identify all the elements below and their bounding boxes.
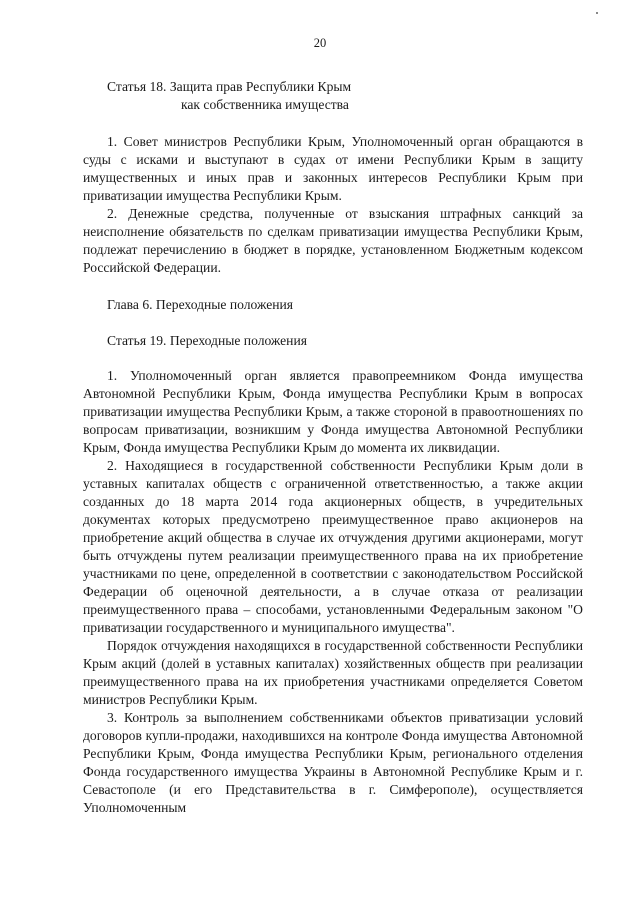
article-19-paragraph-1: 1. Уполномоченный орган является правопреемником Фонда имущества Автономной Республики Крым, Фонда имущества Республики Крым в вопросах приватизации имущества Республики Крым, а также стороной в правоотношениях по вопросам приватизации, возникшим у Фонда имущества Автономной Республики Крым, Фонда имущества Республики Крым до момента их ликвидации. [83, 368, 583, 455]
document-body [83, 78, 583, 817]
spacer [83, 350, 583, 367]
spacer [83, 314, 583, 332]
spacer [83, 277, 583, 296]
page-number: 20 [313, 36, 327, 50]
article-19-paragraph-2: 2. Находящиеся в государственной собственности Республики Крым доли в уставных капиталах обществ с ограниченной ответственностью, а также акции созданных до 18 марта 2014 года акционерных обществ, в учредительных документах которых предусмотрено преимущественное право акционеров на приобретение акций общества в случае их отчуждения другими акционерами, могут быть отчуждены путем реализации преимущественного права на их приобретение участниками по цене, определенной в соответствии с законодательством Российской Федерации об оценочной деятельности, а в случае отказа от реализации преимущественного права – способами, установленными Федеральным законом "О приватизации государственного и муниципального имущества". [83, 458, 583, 635]
spacer [83, 114, 583, 133]
scan-mark [596, 12, 598, 14]
chapter-6-title: Глава 6. Переходные положения [107, 297, 294, 312]
article-19-paragraph-3: 3. Контроль за выполнением собственниками объектов приватизации условий договоров купли-продажи, находившихся на контроле Фонда имущества Автономной Республики Крым, Фонда имущества Республики Крым, регионального отделения Фонда государственного имущества Украины в Автономной Республике Крым и г. Севастополе (и его Представительства в г. Симферополе), осуществляется Уполномоченным [83, 710, 583, 815]
article-18-subtitle: как собственника имущества [181, 97, 349, 112]
article-18-paragraph-2: 2. Денежные средства, полученные от взыскания штрафных санкций за неисполнение обязательств по сделкам приватизации имущества Республики Крым, подлежат перечислению в бюджет в порядке, установленном Бюджетным кодексом Российской Федерации. [83, 206, 583, 275]
article-19-paragraph-2-continuation: Порядок отчуждения находящихся в государственной собственности Республики Крым акций (долей в уставных капиталах) хозяйственных обществ при реализации преимущественного права на их приобретения участниками определяется Советом министров Республики Крым. [83, 638, 583, 707]
article-18-title: Статья 18. Защита прав Республики Крым [107, 79, 352, 94]
article-18-paragraph-1: 1. Совет министров Республики Крым, Уполномоченный орган обращаются в суды с исками и выступают в судах от имени Республики Крым в защиту имущественных и иных прав и законных интересов Республики Крым при приватизации имущества Республики Крым. [83, 134, 583, 203]
article-19-title: Статья 19. Переходные положения [107, 333, 307, 348]
